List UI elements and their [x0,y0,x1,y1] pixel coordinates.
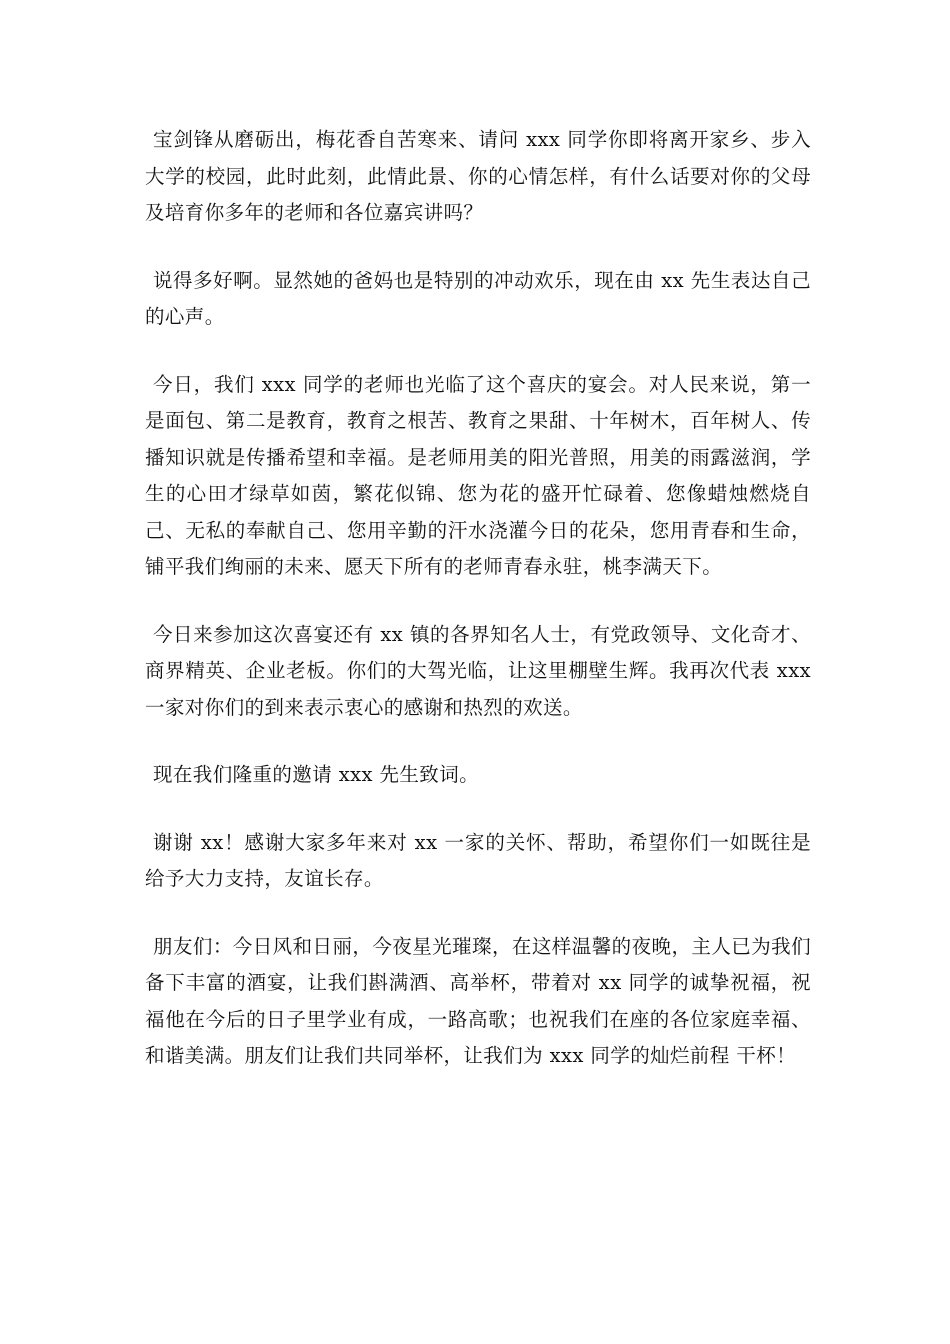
paragraph-opening-question: 宝剑锋从磨砺出，梅花香自苦寒来、请问 xxx 同学你即将离开家乡、步入大学的校园，此时此刻，此情此景、你的心情怎样，有什么话要对你的父母及培育你多年的老师和各位嘉宾讲吗？ [145,128,811,224]
paragraph-parents-speech: 说得多好啊。显然她的爸妈也是特别的冲动欢乐，现在由 xx 先生表达自己的心声。 [145,268,811,328]
paragraph-invite-speech: 现在我们隆重的邀请 xxx 先生致词。 [153,763,479,786]
paragraph-teachers-tribute: 今日，我们 xxx 同学的老师也光临了这个喜庆的宴会。对人民来说，第一是面包、第二是教育，教育之根苦、教育之果甜、十年树木，百年树人、传播知识就是传播希望和幸福。是老师用美的阳光普照，用美的雨露滋润，学生的心田才绿草如茵，繁花似锦、您为花的盛开忙碌着、您像蜡烛燃烧自己、无私的奉献自己、您用辛勤的汗水浇灌今日的花朵，您用青春和生命，铺平我们绚丽的未来、愿天下所有的老师青春永驻，桃李满天下。 [145,372,811,578]
paragraph-toast: 朋友们：今日风和日丽，今夜星光璀璨，在这样温馨的夜晚，主人已为我们备下丰富的酒宴，让我们斟满酒、高举杯，带着对 xx 同学的诚挚祝福，祝福他在今后的日子里学业有成，一路高歌；也祝我们在座的各位家庭幸福、和谐美满。朋友们让我们共同举杯，让我们为 xxx 同学的灿烂前程 干杯！ [145,934,811,1067]
paragraph-thanks: 谢谢 xx！感谢大家多年来对 xx 一家的关怀、帮助，希望你们一如既往是给予大力支持，友谊长存。 [145,830,811,890]
paragraph-guests-welcome: 今日来参加这次喜宴还有 xx 镇的各界知名人士，有党政领导、文化奇才、商界精英、企业老板。你们的大驾光临，让这里棚壁生辉。我再次代表 xxx 一家对你们的到来表示衷心的感谢和热烈的欢送。 [145,622,811,719]
document-body [145,122,811,1106]
